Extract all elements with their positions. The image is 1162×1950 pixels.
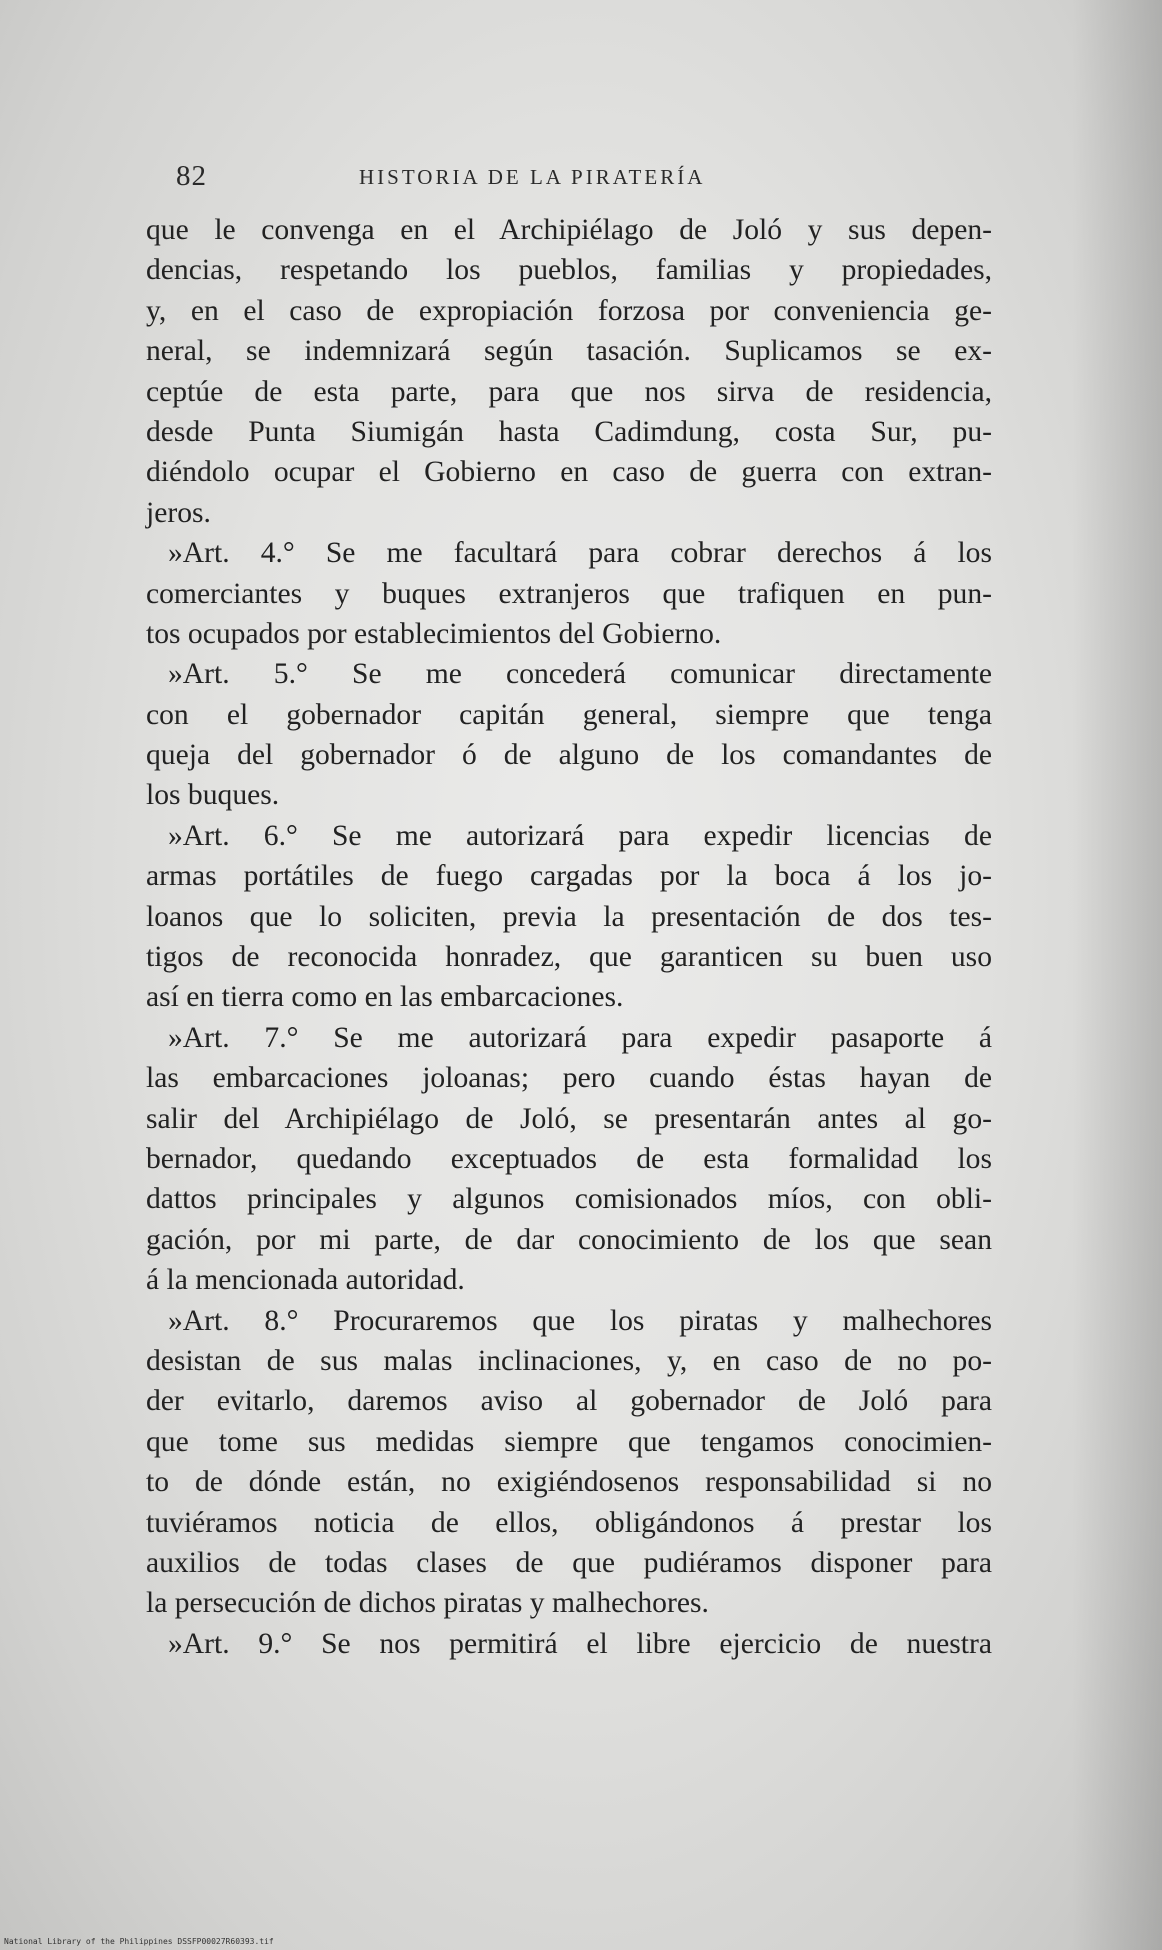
text-line: queja del gobernador ó de alguno de los comandantes de	[146, 739, 992, 772]
text-line: auxilios de todas clases de que pudiéramos disponer para	[146, 1546, 992, 1579]
text-line: loanos que lo soliciten, previa la presentación de dos tes-	[146, 900, 992, 933]
text-line: »Art. 9.° Se nos permitirá el libre ejercicio de nuestra	[168, 1627, 992, 1660]
text-line: bernador, quedando exceptuados de esta formalidad los	[146, 1142, 992, 1175]
page-number: 82	[176, 160, 207, 192]
text-line: comerciantes y buques extranjeros que trafiquen en pun-	[146, 577, 992, 610]
text-line: dencias, respetando los pueblos, familias y propiedades,	[146, 254, 992, 287]
text-line: »Art. 5.° Se me concederá comunicar directamente	[168, 658, 992, 691]
text-line: armas portátiles de fuego cargadas por la boca á los jo-	[146, 860, 992, 893]
text-line: así en tierra como en las embarcaciones.	[146, 981, 624, 1014]
text-line: »Art. 8.° Procuraremos que los piratas y malhechores	[168, 1304, 992, 1337]
page-edge-shadow	[1072, 0, 1162, 1950]
text-line: neral, se indemnizará según tasación. Suplicamos se ex-	[146, 335, 992, 368]
text-line: tos ocupados por establecimientos del Gobierno.	[146, 617, 722, 650]
text-line: desde Punta Siumigán hasta Cadimdung, costa Sur, pu-	[146, 415, 992, 448]
text-line: diéndolo ocupar el Gobierno en caso de guerra con extran-	[146, 456, 992, 489]
text-line: las embarcaciones joloanas; pero cuando éstas hayan de	[146, 1062, 992, 1095]
body-text	[146, 210, 992, 1664]
text-line: tigos de reconocida honradez, que garanticen su buen uso	[146, 941, 992, 974]
text-line: ceptúe de esta parte, para que nos sirva de residencia,	[146, 375, 992, 408]
scan-footer-note: National Library of the Philippines DSSFP00027R60393.tif	[4, 1937, 274, 1946]
text-line: salir del Archipiélago de Joló, se presentarán antes al go-	[146, 1102, 992, 1135]
text-line: der evitarlo, daremos aviso al gobernador de Joló para	[146, 1385, 992, 1418]
text-line: tuviéramos noticia de ellos, obligándonos á prestar los	[146, 1506, 992, 1539]
text-line: que le convenga en el Archipiélago de Joló y sus depen-	[146, 214, 992, 246]
text-line: to de dónde están, no exigiéndosenos responsabilidad si no	[146, 1466, 992, 1499]
text-line: »Art. 6.° Se me autorizará para expedir licencias de	[168, 819, 992, 852]
text-line: á la mencionada autoridad.	[146, 1264, 465, 1297]
text-line: »Art. 7.° Se me autorizará para expedir pasaporte á	[168, 1021, 992, 1054]
text-line: y, en el caso de expropiación forzosa por conveniencia ge-	[146, 294, 992, 327]
text-line: gación, por mi parte, de dar conocimiento de los que sean	[146, 1223, 992, 1256]
text-line: la persecución de dichos piratas y malhechores.	[146, 1587, 709, 1620]
text-line: dattos principales y algunos comisionados míos, con obli-	[146, 1183, 992, 1216]
running-title: HISTORIA DE LA PIRATERÍA	[359, 165, 706, 189]
text-line: jeros.	[146, 496, 211, 529]
text-line: »Art. 4.° Se me facultará para cobrar derechos á los	[168, 537, 992, 570]
text-line: desistan de sus malas inclinaciones, y, en caso de no po-	[146, 1344, 992, 1377]
text-line: los buques.	[146, 779, 280, 812]
text-line: que tome sus medidas siempre que tengamos conocimien-	[146, 1425, 992, 1458]
page-header	[176, 160, 1006, 200]
text-line: con el gobernador capitán general, siempre que tenga	[146, 698, 992, 731]
